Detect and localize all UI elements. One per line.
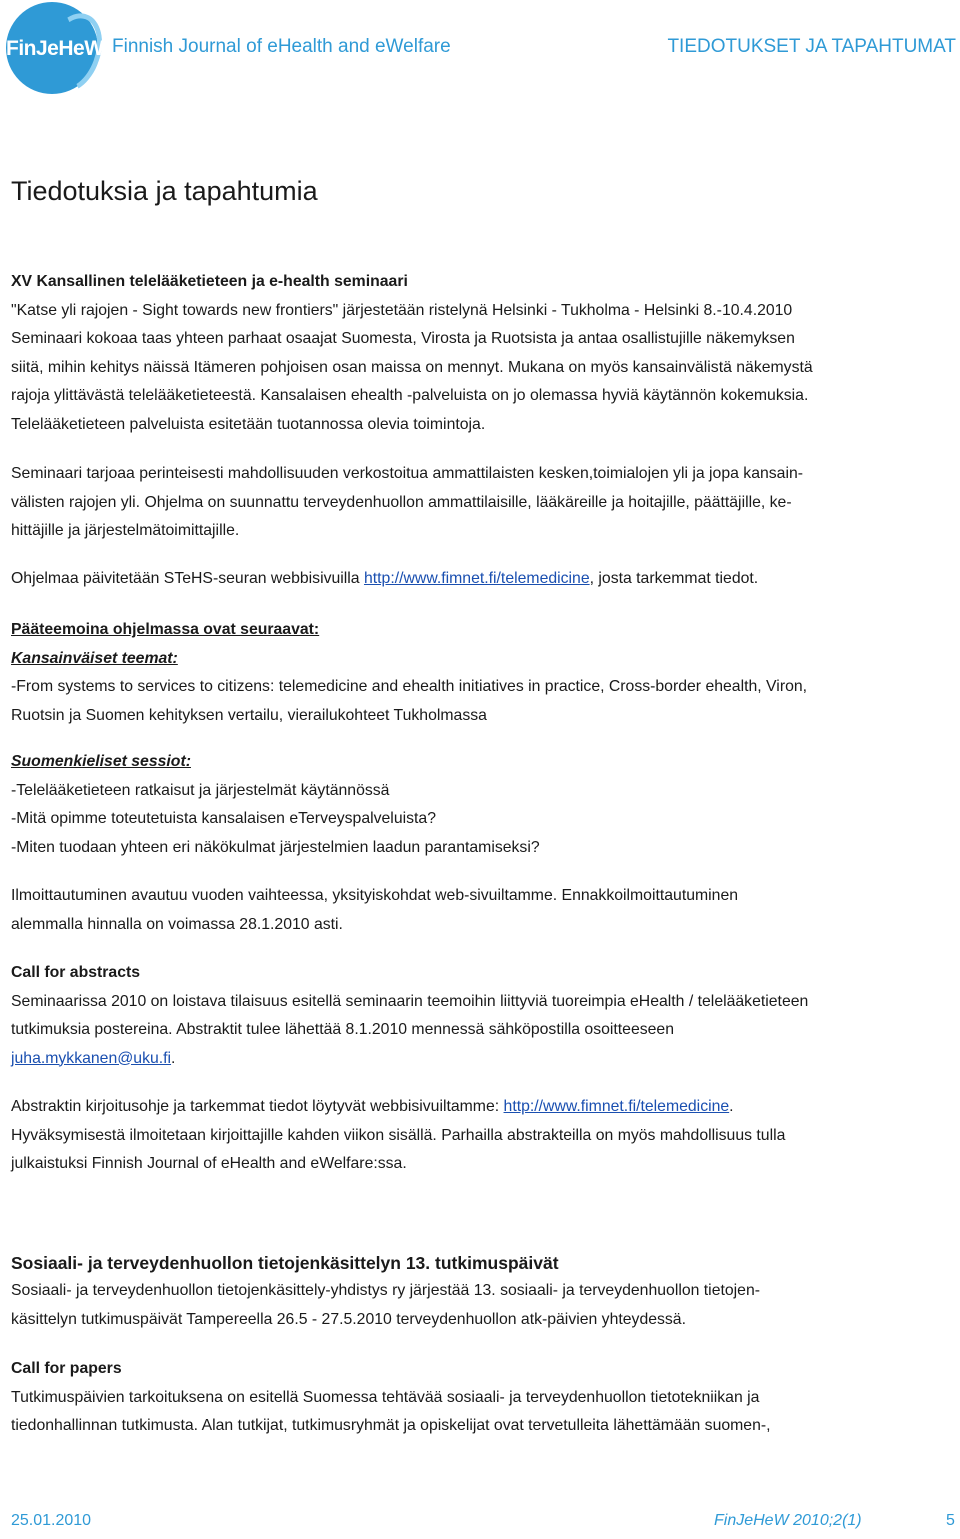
contact-email-link[interactable]: juha.mykkanen@uku.fi <box>11 1049 172 1067</box>
article-1-line: siitä, mihin kehitys näissä Itämeren pohjoisen osan maissa on mennyt. Mukana on myös kansainvälistä näkemystä <box>11 358 813 376</box>
program-update-text: Ohjelmaa päivitetään STeHS-seuran webbisivuilla <box>11 570 364 587</box>
registration-line: Ilmoittautuminen avautuu vuoden vaihteessa, yksityiskohdat web-sivuiltamme. Ennakkoilmoittautuminen <box>11 887 739 904</box>
article-2-title: Sosiaali- ja terveydenhuollon tietojenkäsittelyn 13. tutkimuspäivät <box>11 1253 559 1273</box>
program-update-paragraph <box>11 565 957 594</box>
paragraph-line: Seminaari tarjoaa perinteisesti mahdollisuuden verkostoitua ammattilaisten kesken,toimialojen yli ja jopa kansain- <box>11 465 804 482</box>
section-label: TIEDOTUKSET JA TAPAHTUMAT <box>667 36 956 57</box>
fi-sessions-heading: Suomenkieliset sessiot: <box>11 753 191 770</box>
call-for-abstracts-section <box>11 959 957 1073</box>
email-suffix: . <box>171 1049 176 1067</box>
page-number: 5 <box>946 1512 955 1529</box>
journal-title: Finnish Journal of eHealth and eWelfare <box>112 36 451 57</box>
cfa-line: tutkimuksia postereina. Abstraktit tulee lähettää 8.1.2010 mennessä sähköpostilla osoitteeseen <box>11 1021 674 1038</box>
article-1-line: "Katse yli rajojen - Sight towards new frontiers" järjestetään ristelynä Helsinki - Tukholma - Helsinki 8.-10.4.2010 <box>11 301 793 319</box>
cfa-heading: Call for abstracts <box>11 964 141 981</box>
logo-text: FinJeHeW <box>6 37 104 60</box>
themes-heading: Pääteemoina ohjelmassa ovat seuraavat: <box>11 621 320 638</box>
abstract-guide-paragraph <box>11 1093 957 1179</box>
paragraph-line: hittäjille ja järjestelmätoimittajille. <box>11 522 240 539</box>
session-line: -Mitä opimme toteutetuista kansalaisen eTerveyspalveluista? <box>11 810 436 827</box>
theme-line: Ruotsin ja Suomen kehityksen vertailu, vierailukohteet Tukholmassa <box>11 706 487 724</box>
session-line: -Telelääketieteen ratkaisut ja järjestelmät käytännössä <box>11 781 390 799</box>
session-line: -Miten tuodaan yhteen eri näkökulmat järjestelmien laadun parantamiseksi? <box>11 838 540 856</box>
cfp-heading: Call for papers <box>11 1360 122 1377</box>
guide-suffix: . <box>729 1098 734 1115</box>
call-for-papers-section <box>11 1355 957 1441</box>
page-header <box>0 0 960 100</box>
article-1-para-2 <box>11 460 957 546</box>
program-update-suffix: , josta tarkemmat tiedot. <box>589 570 759 587</box>
article-2 <box>11 1249 957 1334</box>
cfa-line: Seminaarissa 2010 on loistava tilaisuus esitellä seminaarin teemoihin liittyviä tuoreimpia eHealth / telelääketieteen <box>11 992 809 1010</box>
theme-line: -From systems to services to citizens: telemedicine and ehealth initiatives in practice, Cross-border ehealth, Viron, <box>11 678 808 695</box>
article-1-title: XV Kansallinen telelääketieteen ja e-health seminaari <box>11 273 408 290</box>
themes-section <box>11 616 957 730</box>
guide-link[interactable]: http://www.fimnet.fi/telemedicine <box>503 1098 730 1115</box>
article-1-line: rajoja ylittävästä telelääketieteestä. Kansalaisen ehealth -palveluista on jo olemassa hyviä käytännön kokemuksia. <box>11 387 809 404</box>
guide-text: Abstraktin kirjoitusohje ja tarkemmat tiedot löytyvät webbisivuiltamme: <box>11 1098 504 1115</box>
guide-line: julkaistuksi Finnish Journal of eHealth and eWelfare:ssa. <box>11 1155 407 1172</box>
intl-themes-heading: Kansainväiset teemat: <box>11 649 178 667</box>
fi-sessions-section <box>11 748 957 862</box>
footer-date: 25.01.2010 <box>11 1512 92 1529</box>
paragraph-line: välisten rajojen yli. Ohjelma on suunnattu terveydenhuollon ammattilaisille, lääkäreille ja hoitajille, päättäjille, ke- <box>11 493 792 511</box>
cfp-line: Tutkimuspäivien tarkoituksena on esitellä Suomessa tehtävää sosiaali- ja terveydenhuollon tietotekniikan ja <box>11 1388 760 1406</box>
registration-line: alemmalla hinnalla on voimassa 28.1.2010 asti. <box>11 915 343 933</box>
cfp-line: tiedonhallinnan tutkimusta. Alan tutkijat, tutkimusryhmät ja opiskelijat ovat tervetulleita lähettämään suomen-, <box>11 1417 771 1434</box>
article-1-line: Seminaari kokoaa taas yhteen parhaat osaajat Suomesta, Virosta ja Ruotsista ja antaa osallistujille näkemyksen <box>11 330 795 347</box>
article-1-line: Telelääketieteen palveluista esitetään tuotannossa olevia toimintoja. <box>11 415 486 433</box>
article-2-line: Sosiaali- ja terveydenhuollon tietojenkäsittely-yhdistys ry järjestää 13. sosiaali- ja terveydenhuollon tietojen- <box>11 1282 760 1299</box>
article-1 <box>11 268 957 439</box>
page-title: Tiedotuksia ja tapahtumia <box>11 176 318 206</box>
registration-paragraph <box>11 882 957 939</box>
article-2-line: käsittelyn tutkimuspäivät Tampereella 26.5 - 27.5.2010 terveydenhuollon atk-päivien yhteydessä. <box>11 1310 686 1328</box>
guide-line: Hyväksymisestä ilmoitetaan kirjoittajille kahden viikon sisällä. Parhailla abstrakteilla on myös mahdollisuus tulla <box>11 1126 786 1144</box>
fimnet-link[interactable]: http://www.fimnet.fi/telemedicine <box>363 570 590 587</box>
footer-journal: FinJeHeW 2010;2(1) <box>714 1512 862 1529</box>
